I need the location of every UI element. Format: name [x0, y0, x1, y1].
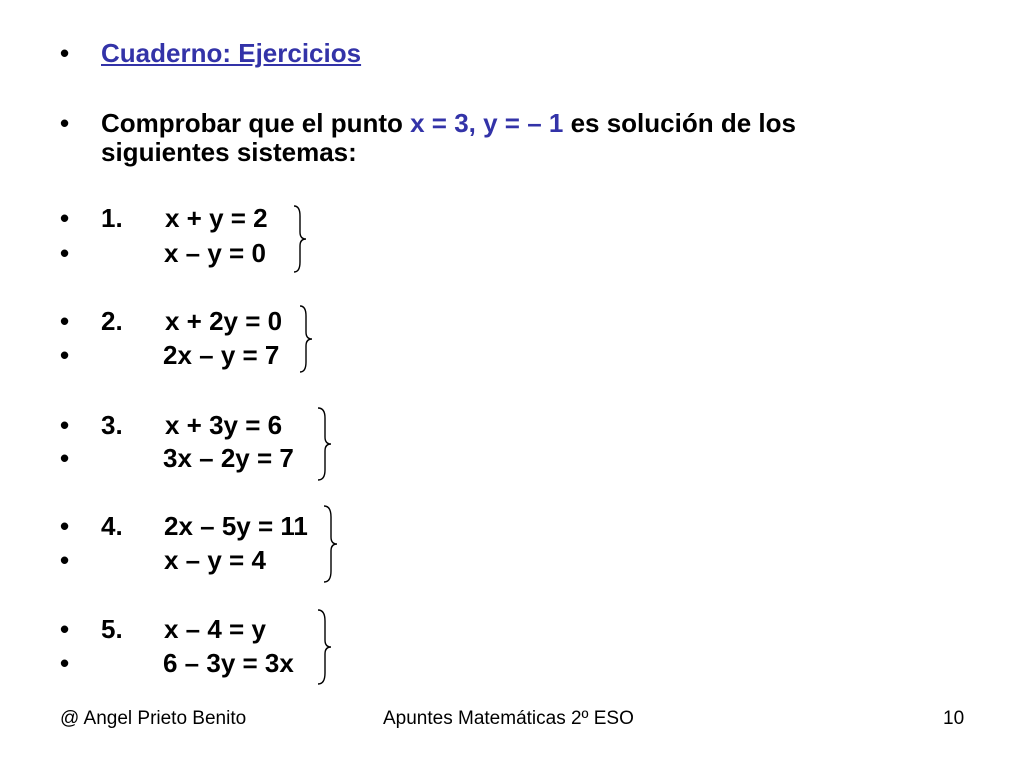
statement-after: es solución de los: [563, 108, 796, 138]
system-4-equation-1: 2x – 5y = 11: [164, 511, 308, 541]
system-5-line-1: [101, 614, 266, 644]
system-3-number: 3.: [101, 410, 123, 440]
system-1-equation-1: x + y = 2: [165, 203, 268, 233]
footer-author: @ Angel Prieto Benito: [60, 708, 247, 729]
statement-line-2: siguientes sistemas:: [101, 137, 357, 167]
footer-page-number: 10: [943, 708, 965, 729]
system-4-brace: [322, 504, 344, 584]
system-3-equation-2: 3x – 2y = 7: [163, 443, 294, 473]
bullet-marker: •: [60, 511, 70, 541]
system-5-equation-2: 6 – 3y = 3x: [163, 648, 294, 678]
system-1-number: 1.: [101, 203, 123, 233]
bullet-marker: •: [60, 410, 70, 440]
footer-course: Apuntes Matemáticas 2º ESO: [383, 708, 634, 729]
bullet-marker: •: [60, 238, 70, 268]
statement-point: x = 3, y = – 1: [410, 108, 564, 138]
system-1-brace: [292, 204, 312, 274]
system-3-brace: [316, 406, 338, 482]
bullet-marker: •: [60, 443, 70, 473]
system-2-line-1: [101, 306, 283, 336]
system-2-brace: [298, 304, 318, 374]
system-4-number: 4.: [101, 511, 123, 541]
system-4-line-1: [101, 511, 308, 541]
bullet-marker: •: [60, 340, 70, 370]
bullet-marker: •: [60, 203, 70, 233]
bullet-marker: •: [60, 38, 70, 68]
bullet-marker: •: [60, 108, 70, 138]
system-4-equation-2: x – y = 4: [164, 545, 266, 575]
system-1-line-1: [101, 203, 268, 233]
bullet-marker: •: [60, 306, 70, 336]
slide-title: Cuaderno: Ejercicios: [101, 38, 362, 68]
system-5-number: 5.: [101, 614, 123, 644]
system-5-equation-1: x – 4 = y: [164, 614, 266, 644]
system-3-equation-1: x + 3y = 6: [165, 410, 283, 440]
system-3-line-1: [101, 410, 283, 440]
system-1-equation-2: x – y = 0: [164, 238, 266, 268]
bullet-marker: •: [60, 614, 70, 644]
system-5-brace: [316, 608, 338, 686]
system-2-equation-2: 2x – y = 7: [163, 340, 280, 370]
system-2-number: 2.: [101, 306, 123, 336]
system-2-equation-1: x + 2y = 0: [165, 306, 283, 336]
statement-before: Comprobar que el punto: [101, 108, 411, 138]
statement-line-1: [101, 108, 796, 138]
bullet-marker: •: [60, 648, 70, 678]
bullet-marker: •: [60, 545, 70, 575]
